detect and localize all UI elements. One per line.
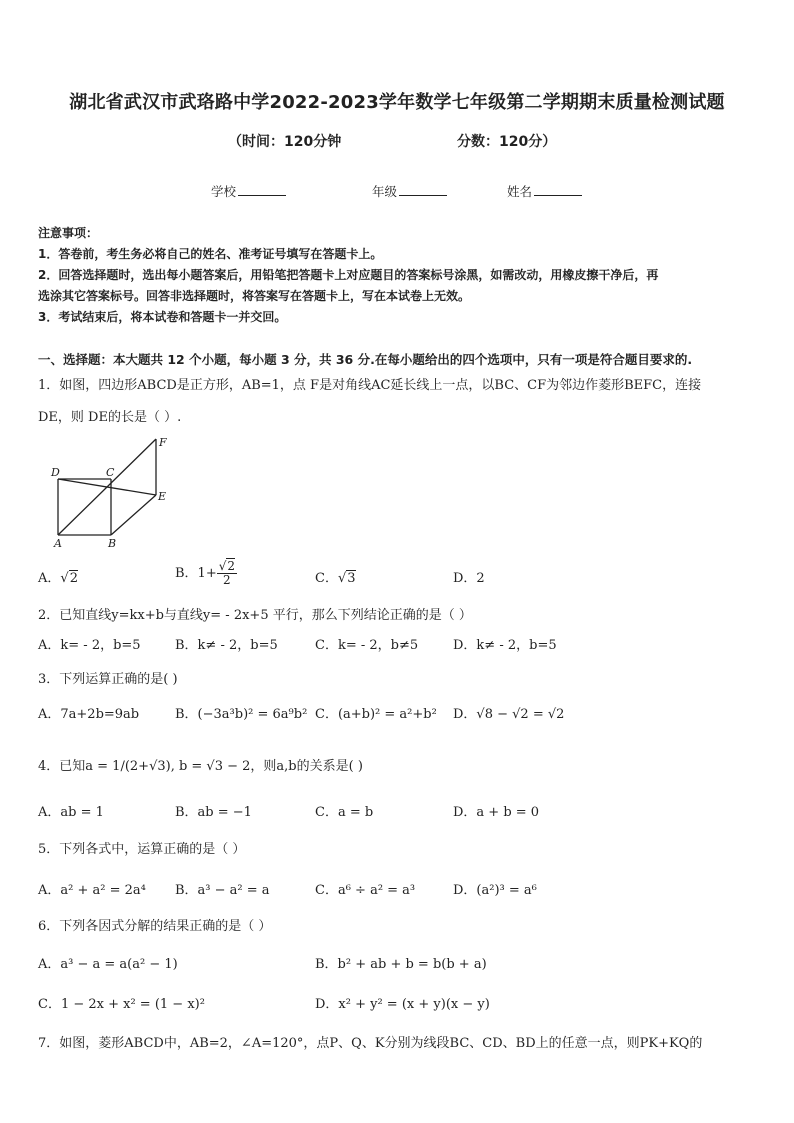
exam-time: （时间：120分钟 <box>228 134 342 150</box>
name-field <box>507 182 582 200</box>
label-C: C <box>106 466 115 479</box>
question-4-option-c: C．a = b <box>315 805 374 820</box>
note-item: 2．回答选择题时，选出每小题答案后，用铅笔把答题卡上对应题目的答案标号涂黑，如需改动，用橡皮擦干净后，再 <box>38 268 659 282</box>
label-D: D <box>51 466 60 479</box>
note-item: 3．考试结束后，将本试卷和答题卡一并交回。 <box>38 310 287 324</box>
grade-blank <box>399 184 447 196</box>
question-5-option-a: A．a² + a² = 2a⁴ <box>38 883 146 898</box>
label-F: F <box>159 436 167 449</box>
question-1-figure <box>48 434 173 552</box>
question-5-stem: 5．下列各式中，运算正确的是（ ） <box>38 842 246 857</box>
question-2-option-d: D．k≠ - 2，b=5 <box>453 638 557 653</box>
question-7-stem: 7．如图，菱形ABCD中，AB=2，∠A=120°，点P、Q、K分别为线段BC、CD、BD上的任意一点，则PK+KQ的 <box>38 1036 703 1051</box>
question-1-option-d: D．2 <box>453 571 485 586</box>
question-4-option-b: B．ab = −1 <box>175 805 252 820</box>
question-1-option-b: B．1+ $\frac{√2}{2}$ <box>175 559 236 588</box>
school-field <box>211 182 286 200</box>
question-4-stem: 4．已知a = 1/(2+√3), b = √3 − 2，则a,b的关系是( ) <box>38 759 363 774</box>
section-heading: 一、选择题：本大题共 12 个小题，每小题 3 分，共 36 分.在每小题给出的四个选项中，只有一项是符合题目要求的. <box>38 352 693 367</box>
question-3-option-a: A．7a+2b=9ab <box>38 707 140 722</box>
question-5-option-c: C．a⁶ ÷ a² = a³ <box>315 883 416 898</box>
school-blank <box>238 184 286 196</box>
question-2-option-a: A．k= - 2，b=5 <box>38 638 141 653</box>
name-label: 姓名 <box>507 184 533 199</box>
question-3-option-c: C．(a+b)² = a²+b² <box>315 707 437 722</box>
question-6-option-c: C．1 − 2x + x² = (1 − x)² <box>38 997 205 1012</box>
question-1-option-c: C．√3 <box>315 571 356 586</box>
question-6-option-d: D．x² + y² = (x + y)(x − y) <box>315 997 490 1012</box>
question-6-option-b: B．b² + ab + b = b(b + a) <box>315 957 487 972</box>
question-4-option-d: D．a + b = 0 <box>453 805 540 820</box>
name-blank <box>534 184 582 196</box>
question-2-option-b: B．k≠ - 2，b=5 <box>175 638 278 653</box>
grade-field <box>372 182 447 200</box>
question-2-stem: 2．已知直线y=kx+b与直线y= - 2x+5 平行，那么下列结论正确的是（ ） <box>38 608 472 623</box>
label-A: A <box>54 537 62 550</box>
note-item: 选涂其它答案标号。回答非选择题时，将答案写在答题卡上，写在本试卷上无效。 <box>38 289 471 303</box>
question-4-option-a: A．ab = 1 <box>38 805 104 820</box>
question-2-option-c: C．k= - 2，b≠5 <box>315 638 419 653</box>
question-1-line2: DE，则 DE的长是（ ）. <box>38 410 182 425</box>
question-1-option-a: A．√2 <box>38 571 78 586</box>
question-3-option-b: B．(−3a³b)² = 6a⁹b² <box>175 707 308 722</box>
question-5-option-d: D．(a²)³ = a⁶ <box>453 883 537 898</box>
notes-heading: 注意事项： <box>38 226 99 240</box>
question-6-stem: 6．下列各因式分解的结果正确的是（ ） <box>38 919 272 934</box>
exam-score: 分数：120分） <box>457 134 557 150</box>
question-1-line1: 1．如图，四边形ABCD是正方形，AB=1，点 F是对角线AC延长线上一点，以BC、CF为邻边作菱形BEFC，连接 <box>38 378 702 393</box>
note-item: 1．答卷前，考生务必将自己的姓名、准考证号填写在答题卡上。 <box>38 247 383 261</box>
question-3-option-d: D．√8 − √2 = √2 <box>453 707 565 722</box>
school-label: 学校 <box>211 184 237 199</box>
question-3-stem: 3．下列运算正确的是( ) <box>38 672 178 687</box>
page-title: 湖北省武汉市武珞路中学2022-2023学年数学七年级第二学期期末质量检测试题 <box>69 92 725 113</box>
question-5-option-b: B．a³ − a² = a <box>175 883 270 898</box>
grade-label: 年级 <box>372 184 398 199</box>
question-6-option-a: A．a³ − a = a(a² − 1) <box>38 957 178 972</box>
label-B: B <box>108 537 117 550</box>
label-E: E <box>158 490 167 503</box>
